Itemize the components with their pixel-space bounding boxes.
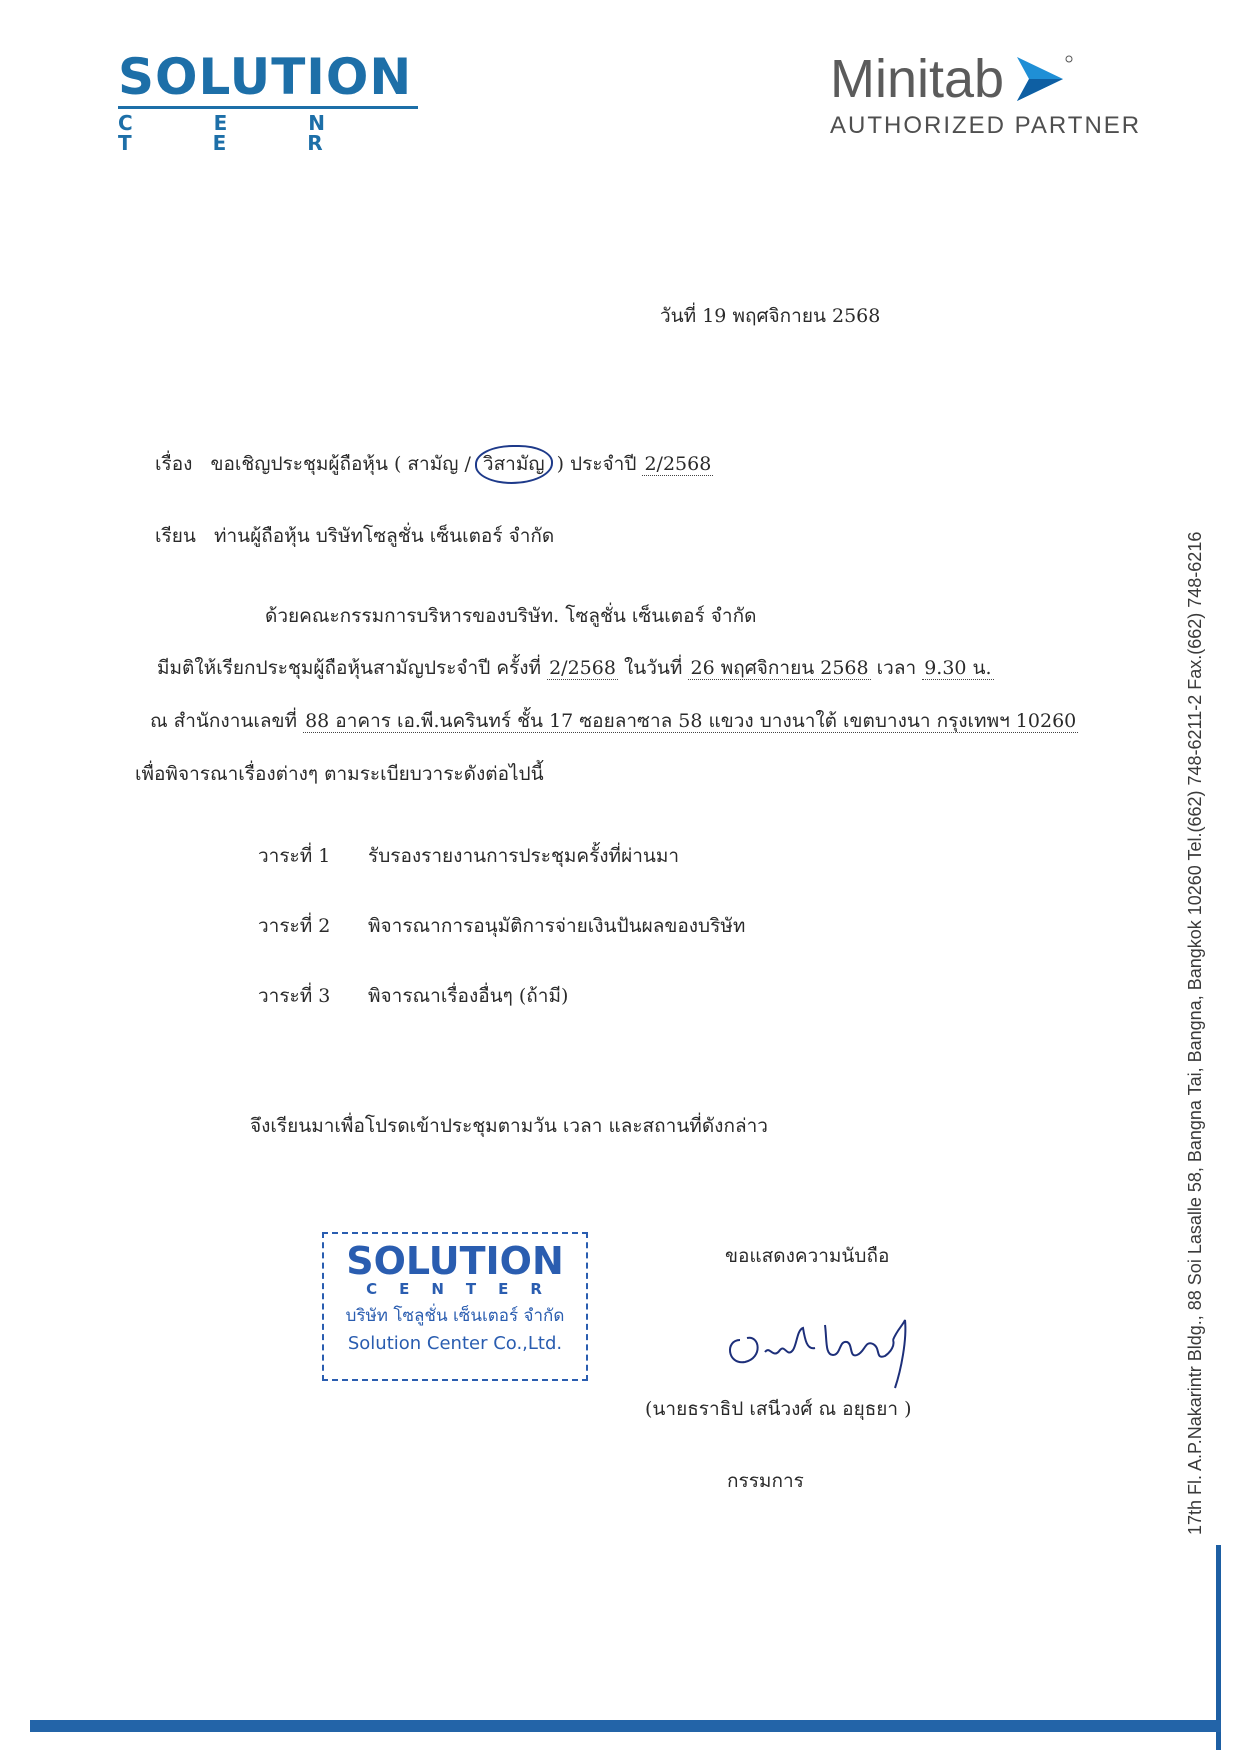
- footer-bar: [30, 1720, 1221, 1732]
- logo-subtitle: C E N T E R: [118, 111, 363, 155]
- paragraph-3: [150, 710, 1078, 733]
- meeting-number: 2/2568: [549, 657, 616, 679]
- company-stamp: [322, 1232, 588, 1381]
- meeting-time: 9.30 น.: [924, 657, 992, 679]
- paragraph-1: ด้วยคณะกรรมการบริหารของบริษัท. โซลูชั่น เซ็นเตอร์ จำกัด: [265, 605, 757, 627]
- logo-wordmark: SOLUTION: [118, 48, 413, 106]
- stamp-thai-name: บริษัท โซลูชั่น เซ็นเตอร์ จำกัด: [345, 1306, 565, 1326]
- agenda-label: วาระที่ 2: [258, 915, 331, 937]
- meeting-date: 26 พฤศจิกายน 2568: [690, 657, 869, 679]
- company-address-side: 17th Fl. A.P.Nakarintr Bldg., 88 Soi Lasalle 58, Bangna Tai, Bangna, Bangkok 10260 Tel.(662) 748-6211-2 Fax.(662) 748-6216: [1185, 531, 1205, 1535]
- minitab-partner-logo: [830, 49, 1150, 140]
- para2-text-c: เวลา: [876, 657, 917, 679]
- minitab-wordmark: Minitab: [830, 49, 1005, 109]
- agenda-text: รับรองรายงานการประชุมครั้งที่ผ่านมา: [368, 845, 680, 867]
- closing-text: จึงเรียนมาเพื่อโปรดเข้าประชุมตามวัน เวลา และสถานที่ดังกล่าว: [250, 1115, 768, 1137]
- signer-name: (นายธราธิป เสนีวงศ์ ณ อยุธยา ): [645, 1398, 912, 1420]
- subject-line: [155, 445, 713, 484]
- agenda-text: พิจารณาเรื่องอื่นๆ (ถ้ามี): [368, 985, 569, 1007]
- minitab-subtitle: AUTHORIZED PARTNER: [830, 112, 1142, 139]
- agenda-label: วาระที่ 1: [258, 845, 331, 867]
- signer-position: กรรมการ: [727, 1470, 804, 1492]
- para2-text-b: ในวันที่: [623, 657, 683, 679]
- paragraph-2: [157, 657, 994, 680]
- agenda-label: วาระที่ 3: [258, 985, 331, 1007]
- letter-date: วันที่ 19 พฤศจิกายน 2568: [660, 305, 881, 327]
- subject-circled-option: วิสามัญ: [475, 445, 553, 484]
- regards-text: ขอแสดงความนับถือ: [725, 1245, 890, 1267]
- minitab-arrow-icon: [1015, 53, 1073, 105]
- logo-rule: [118, 106, 418, 109]
- subject-year-label: ) ประจำปี: [556, 453, 637, 475]
- agenda-item: [258, 985, 568, 1008]
- paragraph-4: เพื่อพิจารณาเรื่องต่างๆ ตามระเบียบวาระดังต่อไปนี้: [135, 763, 544, 785]
- subject-text: ขอเชิญประชุมผู้ถือหุ้น ( สามัญ /: [210, 453, 471, 475]
- stamp-subtitle: CENTER: [366, 1280, 564, 1298]
- subject-year: 2/2568: [644, 453, 712, 475]
- to-text: ท่านผู้ถือหุ้น บริษัทโซลูชั่น เซ็นเตอร์ จำกัด: [213, 525, 555, 547]
- para2-text-a: มีมติให้เรียกประชุมผู้ถือหุ้นสามัญประจำปี ครั้งที่: [157, 657, 542, 679]
- stamp-english-name: Solution Center Co.,Ltd.: [347, 1333, 563, 1354]
- agenda-text: พิจารณาการอนุมัติการจ่ายเงินปันผลของบริษัท: [368, 915, 746, 937]
- subject-label: เรื่อง: [155, 453, 193, 475]
- handwritten-signature: [725, 1300, 945, 1390]
- to-label: เรียน: [155, 525, 196, 547]
- stamp-wordmark: SOLUTION: [346, 1239, 564, 1283]
- meeting-address: 88 อาคาร เอ.พี.นครินทร์ ชั้น 17 ซอยลาซาล 58 แขวง บางนาใต้ เขตบางนา กรุงเทพฯ 10260: [305, 710, 1077, 732]
- to-line: [155, 525, 554, 548]
- agenda-item: [258, 915, 745, 938]
- agenda-item: [258, 845, 679, 868]
- solution-center-logo: [118, 48, 418, 155]
- para3-text-a: ณ สำนักงานเลขที่: [150, 710, 298, 732]
